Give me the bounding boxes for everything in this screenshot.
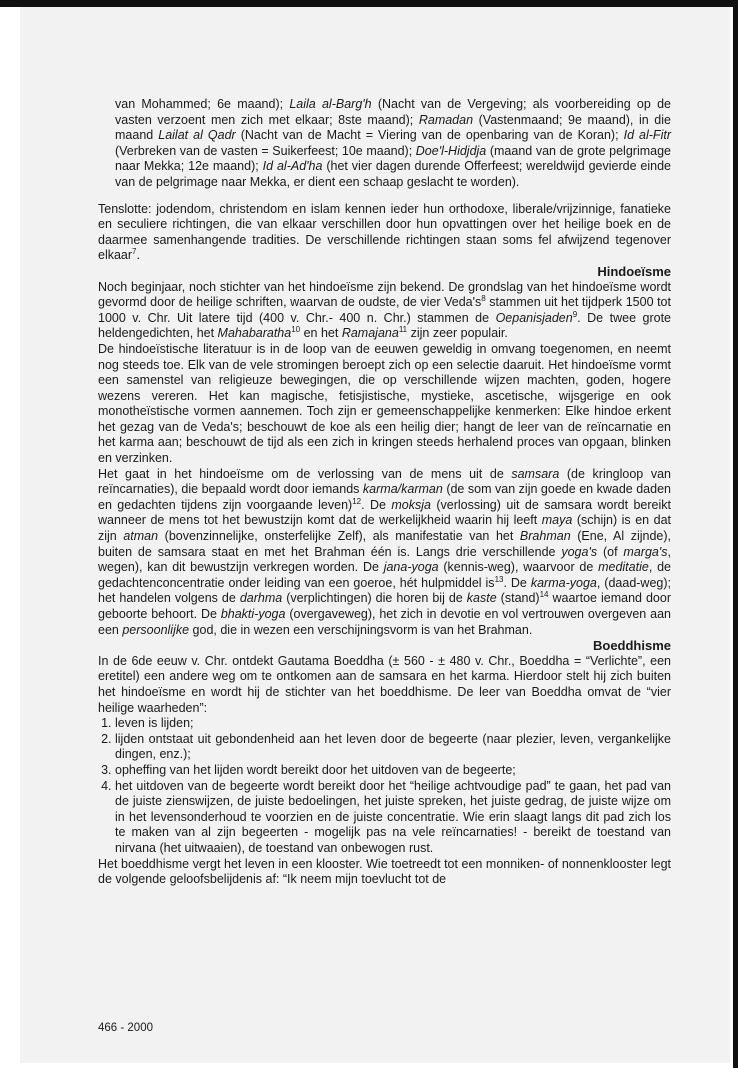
heading-boeddhisme: Boeddhisme [592,638,671,654]
list-item: 1. leven is lijden; [115,716,671,732]
list-item: 4. het uitdoven van de begeerte wordt bereikt door het “heilige achtvoudige pad” te gaan, het pad van de juiste zienswijzen, de juiste bedoelingen, het juiste spreken, het juiste gedrag, de juiste wijze om in het levensonderhoud te voorzien en de juiste concentratie. Wie erin slaagt langs dit pad zich los te maken van al zijn begeerten - mogelijk pas na vele reïncarnaties! - bereikt de toestand van nirvana (het uitwaaien), de toestand van onbewogen rust. [115,779,671,857]
paragraph-hindoeisme-begin: Noch beginjaar, noch stichter van het hindoeïsme zijn bekend. De grondslag van het hindoeïsme wordt gevormd door de heilige schriften, waarvan de oudste, de vier $Veda's^8$ stammen uit het tijdperk 1500 tot 1000 v. Chr. Uit latere tijd (400 v. Chr.- 400 n. Chr.) stammen de Oepanisjaden$^9$. De twee grote heldengedichten, het Mahabaratha$^{10}$ en het Ramajana$^{11}$ zijn zeer populair. [98,279,672,341]
scan-border-top [0,0,738,7]
list-item: 3. opheffing van het lijden wordt bereikt door het uitdoven van de begeerte; [115,763,671,779]
paragraph-boeddhisme-intro: In de 6de eeuw v. Chr. ontdekt Gautama Boeddha (± 560 - ± 480 v. Chr., Boeddha = “Verlichte”, een eretitel) een andere weg om te ontkomen aan de samsara en het karma. Hierdoor stelt hij zich buiten het hindoeïsme en wordt hij de stichter van het boeddhisme. De leer van Boeddha omvat de “vier heilige waarheden”: [98,653,671,715]
page-content [98,97,671,888]
paragraph-boeddhisme-klooster: Het boeddhisme vergt het leven in een klooster. Wie toetreedt tot een monniken- of nonnenklooster legt de volgende geloofsbelijdenis af: “Ik neem mijn toevlucht tot de [98,856,671,887]
paragraph-islam-months: van Mohammed; 6e maand); Laila al-Barg'h (Nacht van de Vergeving; als voorbereiding op de vasten verzoent men zich met elkaar; 8ste maand); Ramadan (Vastenmaand; 9e maand), in die maand Lailat al Qadr (Nacht van de Macht = Viering van de openbaring van de Koran); Id al-Fitr (Verbreken van de vasten = Suikerfeest; 10e maand); Doe'l-Hidjdja (maand van de grote pelgrimage naar Mekka; 12e maand); Id al-Ad'ha (het vier dagen durende Offerfeest; wereldwijd gevierde einde van de pelgrimage naar Mekka, er dient een schaap geslacht te worden). [115,97,672,189]
paragraph-hindoeisme-literatuur: De hindoeïstische literatuur is in de loop van de eeuwen geweldig in omvang toegenomen, en neemt nog steeds toe. Elk van de vele stromingen beroept zich op een selectie daaruit. Het hindoeïsme vormt een samenstel van religieuze bewegingen, die op verschillende wijzen machten, goden, hogere wezens vereren. Het kan magische, fetisjistische, mystieke, ascetische, wijsgerige en ook monotheïstische vormen aannemen. Toch zijn er gemeenschappelijke kenmerken: Elke hindoe erkent het gezag van de Veda's; beschouwt de koe als een heilig dier; hangt de leer van de reïncarnatie en het karma aan; beschouwt de tijd als een zich in kringen steeds herhalend proces van opgaan, blinken en verzinken. [98,341,671,466]
paragraph-tenslotte: Tenslotte: jodendom, christendom en islam kennen ieder hun orthodoxe, liberale/vrijzinnige, fanatieke en seculiere richtingen, die van elkaar verschillen door hun opvattingen over het heilige boek en de daarmee samenhangende tradities. De verschillende richtingen staan soms fel afwijzend tegenover elkaar$^7$. [98,201,671,263]
heading-hindoeisme: Hindoeïsme [597,263,671,279]
paragraph-hindoeisme-verlossing: Het gaat in het hindoeïsme om de verlossing van de mens uit de samsara (de kringloop van reïncarnaties), die bepaald wordt door iemands karma/karman (de som van zijn goede en kwade daden en gedachten tijdens zijn voorgaande leven)$^{12}$. De moksja (verlossing) uit de samsara wordt bereikt wanneer de mens tot het bewustzijn komt dat de werkelijkheid waarin hij leeft maya (schijn) is en dat zijn atman (bovenzinnelijke, onsterfelijke Zelf), als manifestatie van het Brahman (Ene, Al zijnde), buiten de samsara staat en met het Brahman één is. Langs drie verschillende yoga's (of marga's, wegen), kan dit bewustzijn verkregen worden. De jana-yoga (kennis-weg), waarvoor de meditatie, de gedachtenconcentratie onder leiding van een goeroe, hét hulpmiddel $is^{13}$. De karma-yoga, (daad-weg); het handelen volgens de darhma (verplichtingen) die horen bij de kaste $(stand)^{14}$ waartoe iemand door geboorte behoort. De bhakti-yoga (overgaveweg), het zich in devotie en vol vertrouwen overgeven aan een persoonlijke god, die in wezen een verschijningsvorm is van het Brahman. [98,466,672,637]
list-item: 2. lijden ontstaat uit gebondenheid aan het leven door de begeerte (naar plezier, leven, vergankelijke dingen, enz.); [115,732,671,763]
page-footer: 466 - 2000 [98,1022,153,1034]
scan-border-right [733,0,738,1068]
four-noble-truths-list [98,716,671,856]
